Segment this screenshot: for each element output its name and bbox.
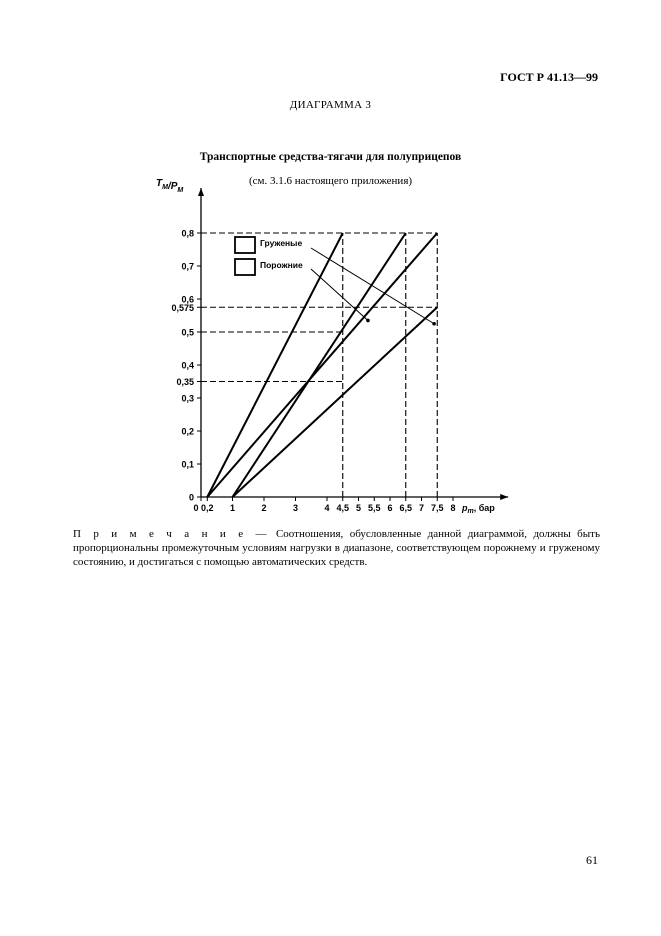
page-number: 61 (586, 853, 598, 867)
x-tick-label: 0,2 (201, 503, 214, 513)
note (73, 527, 600, 569)
legend-leader-line (311, 269, 368, 320)
x-tick-label: 7 (418, 503, 425, 513)
y-tick-label: 0,3 (181, 393, 194, 404)
x-tick-label: 3 (292, 503, 299, 513)
y-tick-label: 0,8 (181, 228, 194, 239)
y-tick-label: 0,575 (171, 302, 194, 313)
series-line (233, 233, 406, 497)
y-tick-label: 0,1 (181, 459, 194, 470)
page-title: Транспортные средства-тягачи для полуприцепов (199, 151, 462, 163)
x-tick-label: 0 (193, 503, 199, 513)
y-axis-label: $T_M/P_M$ (156, 178, 184, 194)
x-axis-label: $p_m$, бар (462, 503, 495, 515)
x-tick-label: 7,5 (430, 503, 444, 513)
legend-swatch (235, 259, 255, 275)
x-tick-label: 1 (229, 503, 236, 513)
page-subtitle: (см. 3.1.6 настоящего приложения) (248, 175, 413, 187)
note-lead: П р и м е ч а н и е — (73, 528, 270, 540)
note-text: Соотношения, обусловленные данной диаграммой, должны быть пропорциональны промежуточным условиям нагрузки в диапазоне, соответствующем порожнему и груженому состоянию, и достигаться с помощью автоматических средств. (73, 528, 600, 568)
x-tick-label: 6,5 (399, 503, 413, 513)
legend-swatch (235, 237, 255, 253)
legend-leader-point (432, 322, 436, 326)
document-code: ГОСТ Р 41.13—99 (500, 70, 598, 84)
x-tick-label: 6 (387, 503, 393, 513)
series-line (233, 307, 438, 497)
x-tick-label: 4 (324, 503, 330, 513)
x-axis-arrow (500, 494, 508, 500)
y-tick-label: 0 (188, 492, 194, 503)
x-tick-label: 2 (261, 503, 267, 513)
legend-leader-point (366, 319, 370, 323)
y-axis-arrow (198, 188, 204, 196)
legend-label: Порожние (260, 260, 303, 270)
y-tick-label: 0,2 (181, 426, 194, 437)
legend-label: Груженые (260, 238, 303, 248)
y-tick-label: 0,6 (181, 294, 194, 305)
y-tick-label: 0,4 (181, 360, 194, 371)
x-tick-label: 4,5 (336, 503, 350, 513)
x-tick-label: 5,5 (367, 503, 381, 513)
x-tick-label: 5 (355, 503, 362, 513)
y-tick-label: 0,35 (176, 377, 194, 387)
y-tick-label: 0,7 (181, 261, 194, 272)
x-tick-label: 8 (450, 503, 456, 513)
diagram-label: ДИАГРАММА 3 (289, 99, 372, 111)
y-tick-label: 0,5 (181, 327, 194, 338)
